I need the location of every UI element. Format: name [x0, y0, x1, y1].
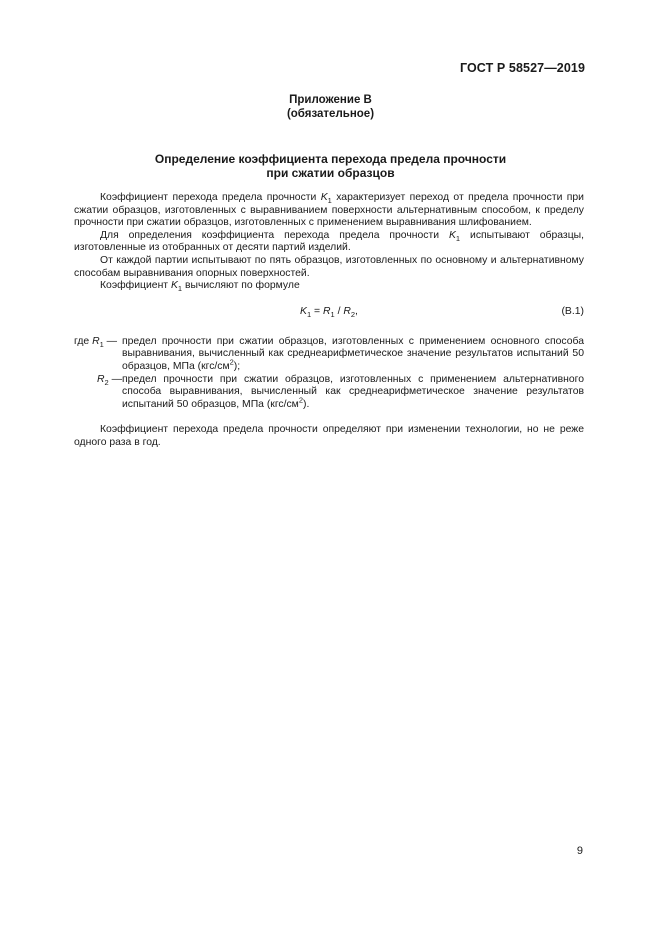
- paragraph-4: [74, 280, 584, 293]
- paragraph-3: От каждой партии испытывают по пять образцов, изготовленных по основному и альтернативному способам выравнивания опорных поверхностей.: [74, 254, 584, 279]
- final-paragraph: Коэффициент перехода предела прочности определяют при изменении технологии, но не реже одного раза в год.: [74, 424, 584, 448]
- paragraph-2: [74, 230, 584, 255]
- section-title: [0, 152, 661, 180]
- definition-r1-superscript: 2: [229, 357, 234, 367]
- formula-number: (В.1): [561, 305, 584, 317]
- formula-k-subscript: 1: [306, 309, 312, 319]
- appendix-status: (обязательное): [286, 108, 375, 120]
- definition-r2-var: R: [97, 373, 105, 385]
- formula-r1-subscript: 1: [330, 309, 335, 319]
- definition-r2-lead: [74, 374, 122, 412]
- definition-r2-superscript: 2: [298, 395, 303, 405]
- paragraph-1-text-b: характеризует переход от предела прочности при сжатии образцов, изготовленных с выравниванием поверхности альтернативным способом, к пределу прочности при сжатии образцов, изготовленных с применением выравнивания шлифованием.: [74, 192, 584, 229]
- section-title-line-2: при сжатии образцов: [266, 166, 395, 180]
- appendix-heading: [0, 93, 661, 121]
- definition-r1-end: );: [233, 360, 241, 372]
- definition-r1-dash: —: [103, 335, 118, 347]
- definition-r2-subscript: 2: [104, 377, 109, 387]
- formula-row: [74, 304, 584, 324]
- body-text: [74, 192, 584, 450]
- definition-r1-body: предел прочности при сжатии образцов, изготовленных с применением основного способа выравнивания, вычисленный как среднеарифметическое значение результатов испытаний 50 образцов, МПа (кгс/см: [122, 335, 584, 372]
- formula-r2-subscript: 2: [350, 309, 356, 319]
- paragraph-1: [74, 192, 584, 230]
- formula-equals: =: [311, 305, 323, 317]
- formula-comma: ,: [355, 305, 358, 317]
- standard-code: ГОСТ Р 58527—2019: [459, 61, 585, 75]
- variable-subscript: 1: [455, 233, 461, 243]
- formula-slash: /: [334, 305, 344, 317]
- definition-r2-end: ).: [303, 398, 310, 410]
- definition-r1-subscript: 1: [99, 339, 104, 349]
- variable-subscript: 1: [327, 196, 332, 206]
- variable-subscript: 1: [177, 284, 183, 294]
- definition-r1-lead: [74, 336, 122, 374]
- variable-k: K: [448, 229, 456, 241]
- where-word: где: [74, 335, 93, 347]
- paragraph-4-text-a: Коэффициент: [100, 280, 171, 292]
- definition-r1: [74, 336, 584, 374]
- definition-r1-var: R: [92, 335, 100, 347]
- definition-r1-text: [122, 336, 584, 374]
- variable-k: K: [170, 280, 178, 292]
- formula-k: K: [300, 305, 307, 317]
- formula: [74, 306, 584, 319]
- definition-r2-dash: —: [108, 373, 122, 385]
- formula-r1: R: [323, 305, 331, 317]
- spacer: [74, 411, 584, 424]
- variable-k: K: [320, 192, 328, 203]
- formula-r2: R: [343, 305, 351, 317]
- paragraph-4-text-b: вычисляют по формуле: [182, 280, 300, 292]
- appendix-title: Приложение В: [289, 94, 372, 106]
- definition-r2-body: предел прочности при сжатии образцов, изготовленных с применением альтернативного способа выравнивания, вычисленный как среднеарифметическое значение результатов испытаний 50 образцов, МПа (кгс/см: [122, 373, 584, 410]
- paragraph-2-text-a: Для определения коэффициента перехода предела прочности: [100, 229, 449, 241]
- final-block: [74, 424, 584, 449]
- paragraph-1-text-a: Коэффициент перехода предела прочности: [100, 192, 321, 203]
- page-number: 9: [576, 845, 583, 857]
- paragraph-2-text-b: испытывают образцы, изготовленные из отобранных от десяти партий изделий.: [74, 229, 585, 254]
- definition-r2: [74, 374, 584, 412]
- section-title-line-1: Определение коэффициента перехода предела прочности: [154, 152, 507, 166]
- definition-r2-text: [122, 374, 584, 412]
